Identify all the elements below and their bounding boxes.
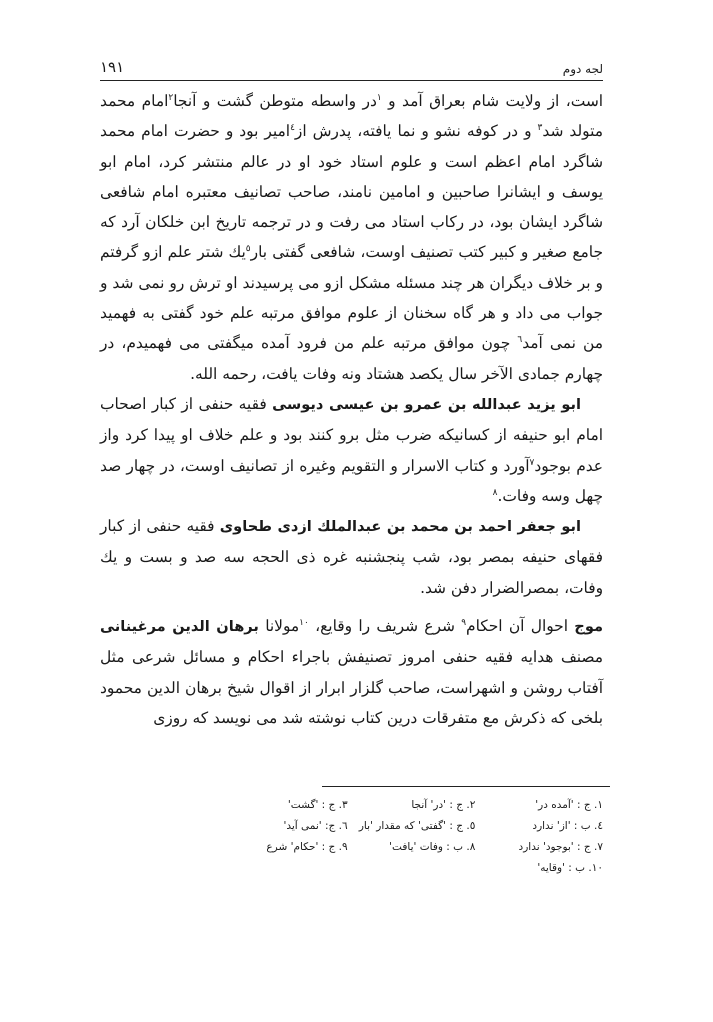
footnote-ref[interactable]: ۲ xyxy=(168,92,174,103)
paragraph-4 xyxy=(100,611,603,733)
text-run: امام محمد متولد شد xyxy=(100,92,603,141)
footnote: ٤. ب : 'از' ندارد xyxy=(532,819,603,832)
header-rule xyxy=(100,80,603,81)
paragraph-2 xyxy=(100,389,603,511)
footnote: ۹. ج : 'حکام' شرع xyxy=(266,840,348,853)
text-run: و در کوفه نشو و نما یافته، پدرش از xyxy=(294,122,538,141)
footnote-ref[interactable]: ۱۰ xyxy=(299,617,309,628)
paragraph-1 xyxy=(100,86,603,389)
footnote-ref[interactable]: ۳ xyxy=(537,123,543,134)
footnote: ٦. ج: 'نمی آید' xyxy=(283,819,348,832)
main-text xyxy=(100,86,603,733)
footnote-ref[interactable]: ۸ xyxy=(492,487,498,498)
text-run: آورد و کتاب الاسرار و التقویم وغیره از تصانیف اوست، در چهار صد چهل وسه وفات. xyxy=(100,456,603,505)
footnote-row xyxy=(220,794,603,815)
footnotes xyxy=(220,794,603,878)
text-run: امیر بود و حضرت امام محمد شاگرد امام اعظم است و علوم استاد خود او در عالم منتشر کرد، امام ابو یوسف و ایشانرا صاحبین و امامین نامند، صاحب تصانیف معتبره امام شافعی شاگرد ایشان بود، در رکاب استاد می رفت و در ترجمه تاریخ ابن خلکان آرد که جامع صغیر و کبیر کتب تصنیف اوست، شافعی گفتی بار xyxy=(100,122,603,262)
footnote: ۲. ج : 'در' آنجا xyxy=(411,798,476,811)
text-run: فقیه حنفی از کبار اصحاب امام ابو حنیفه از کسانیکه ضرب مثل برو کنند بود و علم خلاف او پیدا کرد واز عدم بوجود xyxy=(100,394,603,475)
text-run: است، از ولایت شام بعراق آمد و xyxy=(381,92,603,110)
footnote-rule xyxy=(322,786,610,787)
footnote-row xyxy=(220,857,603,878)
footnote: ۷. ج : 'بوجود' ندارد xyxy=(518,840,603,853)
footnote-row xyxy=(220,815,603,836)
entry-name: ابو یزید عبدالله بن عمرو بن عیسی دیوسی xyxy=(272,395,582,413)
footnote-ref[interactable]: ۱ xyxy=(376,92,382,103)
footnote: ۳. ج : 'گشت' xyxy=(287,798,348,811)
footnote-ref[interactable]: ٦ xyxy=(517,335,523,346)
footnote: ۸. ب : وفات 'یافت' xyxy=(389,840,476,853)
footnote-row xyxy=(220,836,603,857)
section-lead: موج xyxy=(574,618,603,636)
footnote: ۱. ج : 'آمده در' xyxy=(535,798,603,811)
running-head: لجه دوم xyxy=(562,62,603,76)
footnote-ref[interactable]: ۹ xyxy=(461,617,467,628)
text-run: در واسطه متوطن گشت و آنجا xyxy=(173,92,377,110)
text-run: مصنف هدایه فقیه حنفی امروز تصنیفش باجراء احکام و مسائل شرعی مثل آفتاب روشن و اشهراست، صاحب گلزار ابرار از اقوال شیخ برهان الدین محمود بلخی که ذکرش مع متفرقات درین کتاب نوشته شد می نویسد که روزی xyxy=(100,648,603,727)
text-run: احوال آن احکام xyxy=(466,617,575,636)
footnote: ۱۰. ب : 'وقایه' xyxy=(537,861,603,874)
page-number: ۱۹۱ xyxy=(100,58,125,76)
paragraph-3 xyxy=(100,511,603,603)
footnote: ٥. ج : 'گفتی' که مقدار 'بار xyxy=(358,819,476,832)
text-run: چون موافق مرتبه علم من فرود آمده میگفتی می فهمیدم، در چهارم جمادی الآخر سال یکصد هشتاد ونه وفات یافت، رحمه الله. xyxy=(100,334,603,383)
footnote-ref[interactable]: ۷ xyxy=(529,457,535,468)
footnote-ref[interactable]: ٥ xyxy=(245,244,251,255)
entry-name: برهان الدین مرغینانی xyxy=(100,618,259,636)
text-run: شرع شریف را وقایع، xyxy=(308,617,462,636)
page-header xyxy=(100,52,603,76)
entry-name: ابو جعفر احمد بن محمد بن عبدالملك ازدی طحاوی xyxy=(219,518,581,536)
text-run: مولانا xyxy=(258,617,300,636)
text-run: فقیه حنفی از کبار فقهای حنیفه بمصر بود، شب پنجشنبه غره ذی الحجه سه صد و بست و یك وفات، بمصرالضرار دفن شد. xyxy=(100,517,603,597)
text-run: یك شتر علم ازو گرفتم و بر خلاف دیگران هر چند مسئله مشکل ازو می پرسیدند او ترش رو نمی شد و جواب می داد و هر گاه سخنان از علوم موافق مرتبه علم خود گفتی به فهمید من نمی آمد xyxy=(100,243,603,353)
footnote-ref[interactable]: ٤ xyxy=(290,123,295,134)
